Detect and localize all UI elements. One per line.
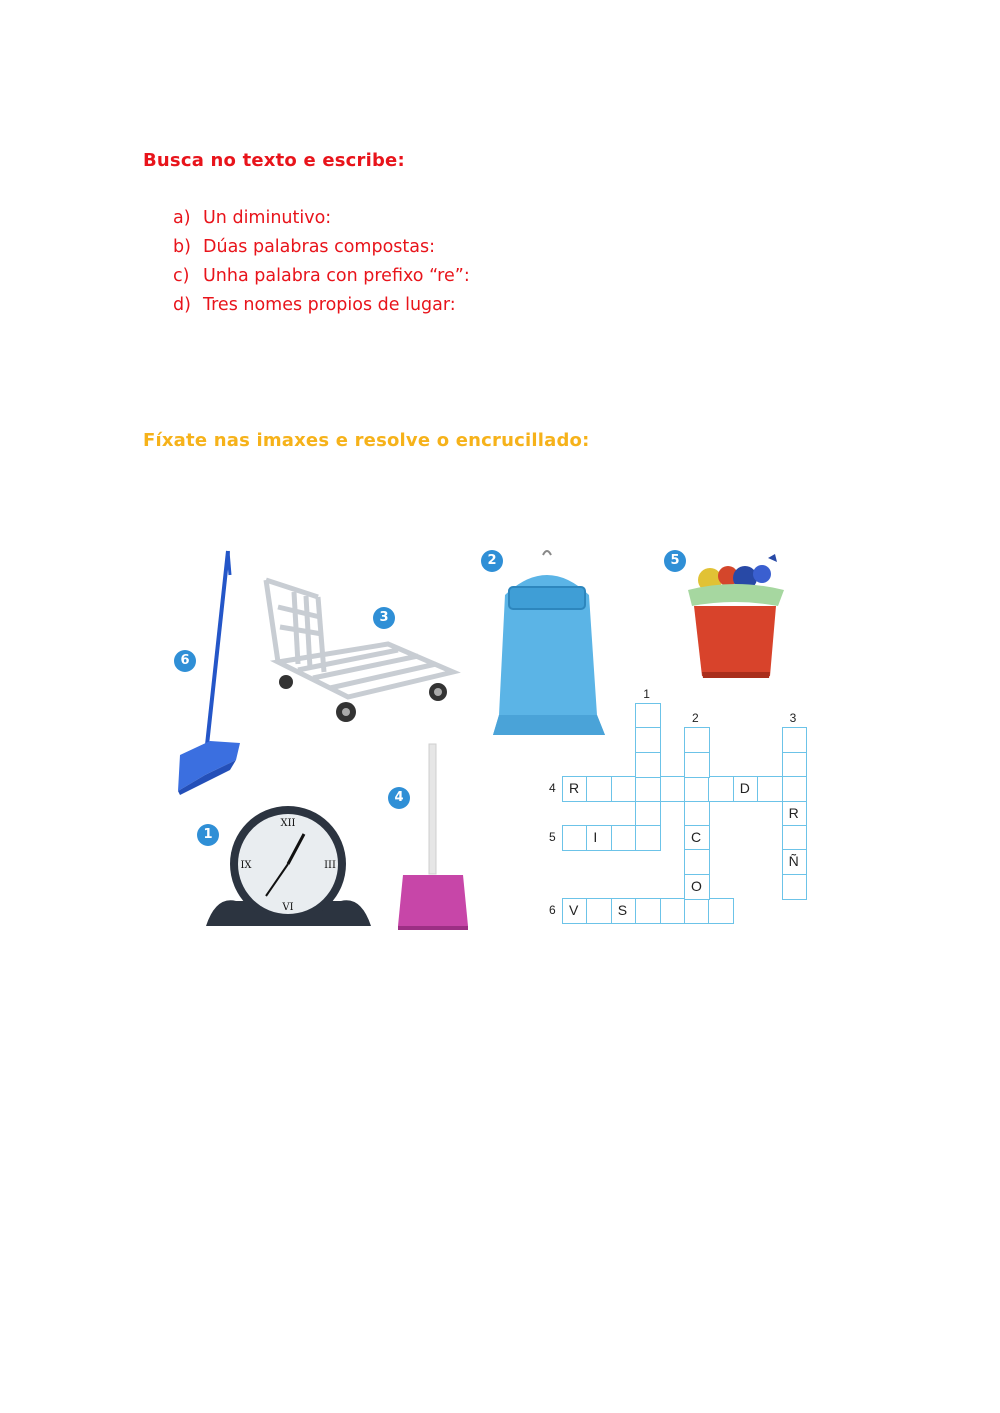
exercise-1-list: [173, 204, 470, 320]
crossword-cell[interactable]: [684, 752, 710, 778]
crossword-cell[interactable]: [684, 776, 710, 802]
crossword-cell[interactable]: [586, 898, 612, 924]
crossword-cell[interactable]: [782, 727, 808, 753]
svg-text:III: III: [324, 860, 336, 871]
crossword-cell[interactable]: [782, 776, 808, 802]
item-marker: a): [173, 208, 191, 228]
exercise-1-heading: Busca no texto e escribe:: [143, 150, 405, 171]
crossword-clue-number: 5: [549, 830, 556, 844]
dustpan-image: [393, 740, 473, 930]
crossword-cell[interactable]: [611, 825, 637, 851]
crossword-cell[interactable]: [586, 825, 612, 851]
list-item: [173, 233, 470, 262]
item-text: Tres nomes propios de lugar:: [203, 295, 456, 315]
item-marker: b): [173, 237, 191, 257]
crossword-letter: V: [569, 902, 579, 919]
crossword-cell[interactable]: [660, 898, 686, 924]
list-item: [173, 291, 470, 320]
crossword-cell[interactable]: [635, 727, 661, 753]
crossword-clue-number: 1: [643, 686, 650, 701]
item-marker: c): [173, 266, 190, 286]
crossword-cell[interactable]: [684, 727, 710, 753]
crossword-cell[interactable]: [684, 898, 710, 924]
crossword-cell[interactable]: [660, 776, 686, 802]
crossword-cell[interactable]: [611, 776, 637, 802]
item-marker: d): [173, 295, 191, 315]
rubbish-bin-image: [680, 548, 790, 683]
crossword-cell[interactable]: [635, 703, 661, 729]
crossword-cell[interactable]: [635, 898, 661, 924]
crossword-cell[interactable]: [757, 776, 783, 802]
crossword-cell[interactable]: [635, 801, 661, 827]
crossword-cell[interactable]: [684, 849, 710, 875]
item-text: Dúas palabras compostas:: [203, 237, 436, 257]
crossword-cell[interactable]: [562, 776, 588, 802]
crossword-cell[interactable]: [586, 776, 612, 802]
crossword-cell[interactable]: [782, 752, 808, 778]
crossword-cell[interactable]: [684, 874, 710, 900]
recycling-container-image: [485, 545, 615, 740]
clock-image: [206, 806, 371, 931]
crossword-cell[interactable]: [782, 825, 808, 851]
list-item: [173, 262, 470, 291]
crossword-cell[interactable]: [708, 776, 734, 802]
crossword-cell[interactable]: [684, 801, 710, 827]
crossword-letter: Ñ: [788, 853, 799, 870]
crossword-letter: I: [593, 829, 598, 845]
crossword-cell[interactable]: [611, 898, 637, 924]
platform-cart-image: [258, 572, 468, 732]
crossword-letter: D: [739, 780, 750, 797]
svg-text:VI: VI: [282, 902, 294, 913]
crossword-cell[interactable]: [733, 776, 759, 802]
crossword-cell[interactable]: [684, 825, 710, 851]
crossword-letter: S: [617, 902, 628, 919]
svg-text:IX: IX: [240, 860, 252, 871]
badge-1: 1: [197, 824, 219, 846]
crossword-cell[interactable]: [782, 801, 808, 827]
crossword-cell[interactable]: [635, 825, 661, 851]
crossword-letter: O: [691, 877, 702, 894]
item-text: Un diminutivo:: [203, 208, 332, 228]
crossword-cell[interactable]: [635, 776, 661, 802]
crossword-clue-number: 2: [692, 711, 699, 725]
badge-2: 2: [481, 550, 503, 572]
crossword-cell[interactable]: [562, 898, 588, 924]
crossword-letter: R: [788, 804, 799, 821]
badge-5: 5: [664, 550, 686, 572]
crossword-clue-number: 6: [549, 903, 556, 918]
crossword-cell[interactable]: [635, 752, 661, 778]
crossword-clue-number: 4: [549, 781, 556, 796]
badge-3: 3: [373, 607, 395, 629]
svg-text:XII: XII: [280, 818, 296, 829]
crossword-cell[interactable]: [782, 849, 808, 875]
crossword-letter: C: [691, 829, 702, 845]
badge-4: 4: [388, 787, 410, 809]
item-text: Unha palabra con prefixo “re”:: [203, 266, 470, 286]
crossword-clue-number: 3: [789, 711, 797, 725]
crossword-cell[interactable]: [782, 874, 808, 900]
crossword-cell[interactable]: [708, 898, 734, 924]
badge-6: 6: [174, 650, 196, 672]
crossword-letter: R: [569, 780, 580, 797]
exercise-2-heading: Fíxate nas imaxes e resolve o encrucillado:: [143, 430, 590, 451]
list-item: [173, 204, 470, 233]
crossword-cell[interactable]: [562, 825, 588, 851]
